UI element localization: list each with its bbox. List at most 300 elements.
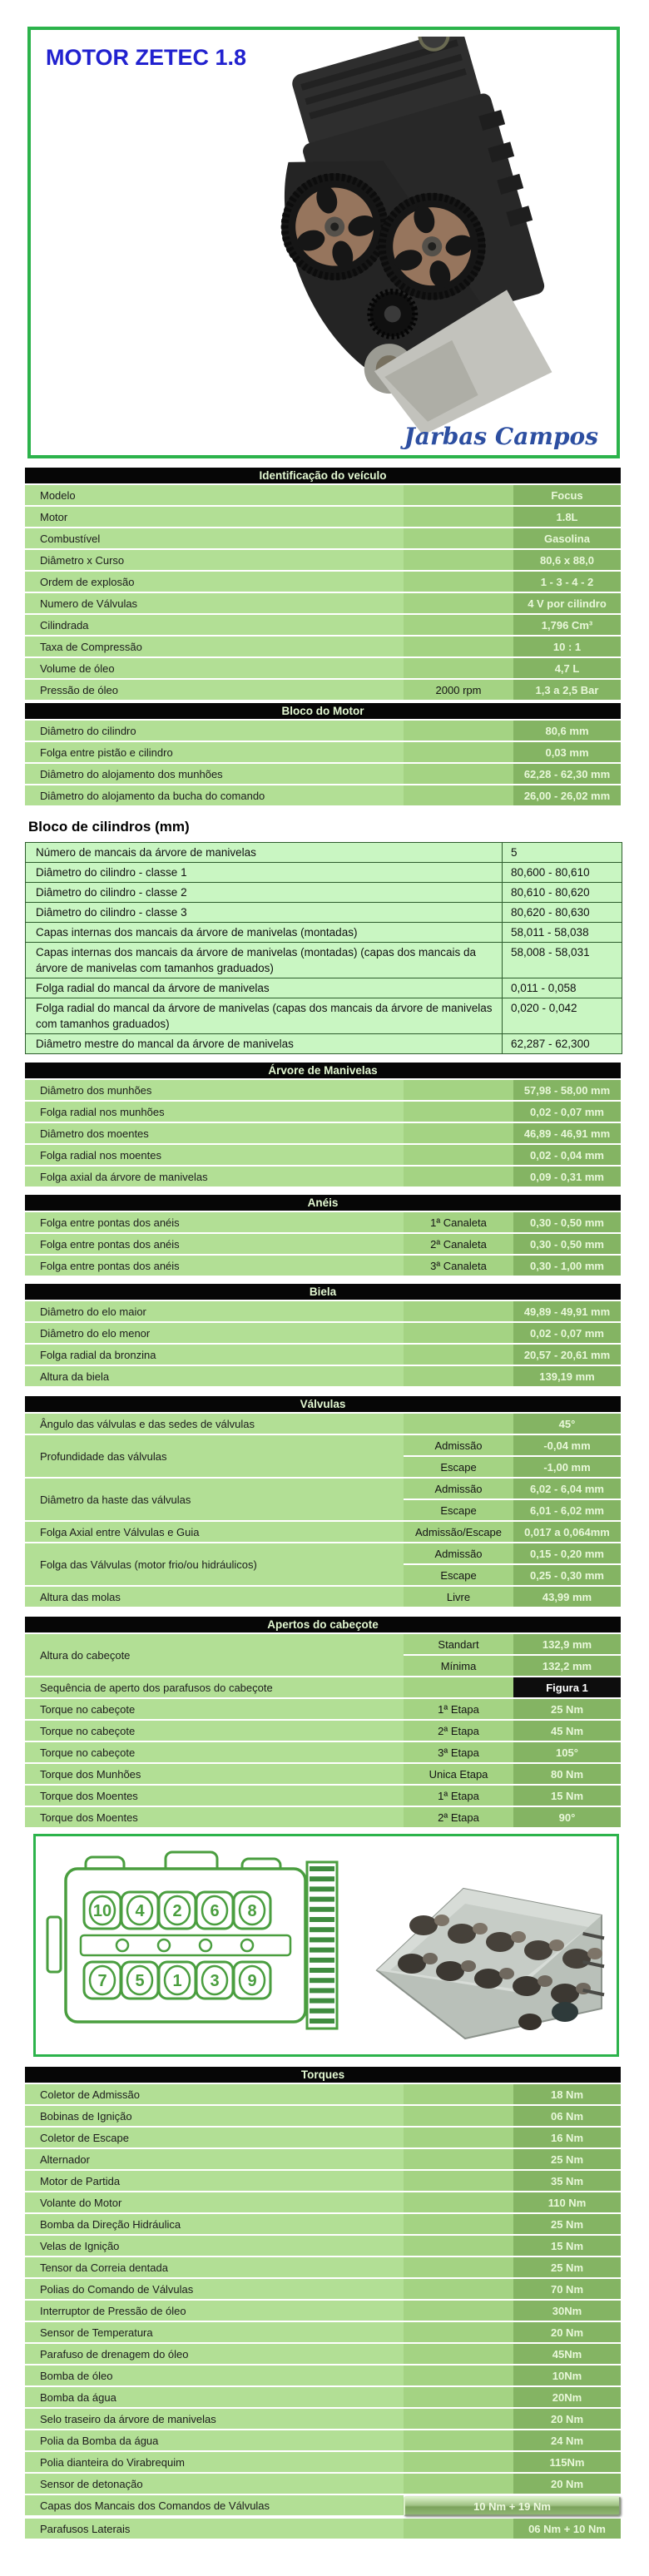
row-value: 0,017 a 0,064mm bbox=[524, 1525, 610, 1538]
row-condition-cell bbox=[404, 1500, 513, 1520]
table-row bbox=[25, 2149, 621, 2169]
row-value: 49,89 - 49,91 mm bbox=[523, 1305, 611, 1318]
table-row bbox=[25, 1786, 621, 1806]
table-row bbox=[25, 764, 621, 784]
row-condition-cell bbox=[404, 1256, 513, 1276]
row-label: Capas internas dos mancais da árvore de manivelas (montadas) (capas dos mancais da árvore de manivelas com tamanhos graduados) bbox=[36, 946, 477, 974]
row-condition-cell bbox=[404, 2474, 513, 2494]
row-value: 10Nm bbox=[552, 2369, 582, 2382]
row-label-cell bbox=[25, 2409, 404, 2429]
table-row bbox=[25, 1123, 621, 1143]
table-row bbox=[25, 742, 621, 762]
table-row bbox=[25, 2387, 621, 2407]
row-label-cell bbox=[25, 1080, 404, 1100]
camshaft-lobe bbox=[448, 1924, 476, 1944]
camshaft-journal bbox=[473, 1923, 488, 1934]
row-condition: 2000 rpm bbox=[435, 683, 482, 696]
row-label-cell bbox=[26, 883, 503, 902]
row-value: 45 Nm bbox=[550, 1724, 584, 1737]
row-label-cell bbox=[26, 923, 503, 942]
row-value: 132,2 mm bbox=[542, 1659, 592, 1672]
row-condition-cell bbox=[404, 1145, 513, 1165]
row-label-cell bbox=[25, 1742, 404, 1762]
table-header-valvulas bbox=[25, 1396, 621, 1412]
row-condition-cell bbox=[404, 2344, 513, 2364]
row-value-cell bbox=[513, 2192, 621, 2212]
row-condition-cell bbox=[404, 2214, 513, 2234]
engine-photo-illustration bbox=[213, 37, 571, 448]
row-label-cell bbox=[25, 1167, 404, 1186]
bolt-number: 7 bbox=[97, 1972, 107, 1990]
row-value: 5 bbox=[511, 846, 518, 859]
belt-tooth bbox=[310, 1886, 334, 1891]
row-condition-cell bbox=[404, 1634, 513, 1654]
bolt-number: 10 bbox=[92, 1902, 112, 1920]
row-label-cell bbox=[26, 1034, 503, 1053]
row-value-cell bbox=[513, 2452, 621, 2472]
row-label-cell bbox=[25, 1123, 404, 1143]
row-value: 26,00 - 26,02 mm bbox=[523, 789, 611, 802]
row-value: 1.8L bbox=[556, 510, 578, 523]
row-value-cell bbox=[513, 2409, 621, 2429]
camshaft-journal-2 bbox=[423, 1953, 438, 1964]
row-condition-cell bbox=[404, 1102, 513, 1122]
table-row bbox=[25, 1234, 621, 1254]
row-value-cell bbox=[513, 1565, 621, 1585]
row-value: 0,25 - 0,30 mm bbox=[530, 1568, 604, 1582]
row-value-cell bbox=[513, 572, 621, 592]
row-value-cell bbox=[513, 2214, 621, 2234]
table-row bbox=[25, 1807, 621, 1827]
row-value-cell bbox=[513, 615, 621, 635]
row-value: 110 Nm bbox=[547, 2196, 587, 2209]
table-biela bbox=[25, 1284, 621, 1386]
row-value-cell bbox=[513, 528, 621, 548]
row-label-cell bbox=[26, 843, 503, 862]
row-label-cell bbox=[25, 1414, 404, 1434]
row-value: 45Nm bbox=[552, 2347, 582, 2361]
row-label: Torque dos Moentes bbox=[40, 1789, 138, 1802]
belt-tooth bbox=[310, 1968, 334, 1973]
row-value: 58,011 - 58,038 bbox=[511, 926, 589, 939]
table-row bbox=[26, 863, 622, 883]
row-label: Pressão de óleo bbox=[40, 683, 118, 696]
row-label-cell bbox=[25, 658, 404, 678]
row-value: 90° bbox=[558, 1811, 576, 1824]
row-condition-cell bbox=[404, 593, 513, 613]
row-value-cell bbox=[513, 1479, 621, 1499]
row-value-cell bbox=[513, 507, 621, 527]
table-row bbox=[25, 2192, 621, 2212]
sub-row bbox=[404, 1479, 621, 1499]
row-condition-cell bbox=[404, 1167, 513, 1186]
row-value-cell bbox=[503, 863, 622, 882]
table-torques bbox=[25, 2067, 621, 2539]
row-label: Sensor de detonação bbox=[40, 2477, 143, 2490]
row-value: 20,57 - 20,61 mm bbox=[523, 1348, 611, 1361]
table-row bbox=[25, 1699, 621, 1719]
row-condition-cell bbox=[404, 2365, 513, 2385]
row-label-cell bbox=[25, 1102, 404, 1122]
belt-tooth bbox=[310, 1927, 334, 1932]
table-row bbox=[26, 978, 622, 998]
row-label: Numero de Válvulas bbox=[40, 597, 138, 610]
row-value-cell bbox=[513, 2474, 621, 2494]
row-value: 80,6 mm bbox=[545, 724, 589, 737]
row-label: Bomba de óleo bbox=[40, 2369, 113, 2382]
row-value-cell bbox=[513, 2365, 621, 2385]
row-condition-cell bbox=[404, 1807, 513, 1827]
bolt-number: 6 bbox=[210, 1902, 220, 1920]
table-header-title: Válvulas bbox=[300, 1398, 346, 1410]
row-value: 62,287 - 62,300 bbox=[511, 1038, 590, 1050]
row-label-cell bbox=[25, 2452, 404, 2472]
row-condition-cell bbox=[404, 2192, 513, 2212]
row-condition-cell bbox=[404, 658, 513, 678]
page-title: MOTOR ZETEC 1.8 bbox=[46, 45, 247, 70]
row-condition-cell bbox=[404, 2257, 513, 2277]
row-value-cell bbox=[513, 637, 621, 656]
row-value: 45° bbox=[558, 1417, 576, 1430]
row-condition-cell bbox=[404, 1699, 513, 1719]
row-value-cell bbox=[513, 2519, 621, 2539]
belt-tooth bbox=[310, 1958, 334, 1963]
row-value: 6,01 - 6,02 mm bbox=[530, 1503, 604, 1517]
row-label-cell bbox=[25, 2344, 404, 2364]
row-label-cell bbox=[25, 1764, 404, 1784]
row-label-cell bbox=[25, 2084, 404, 2104]
table-row bbox=[26, 843, 622, 863]
camshaft-journal-2 bbox=[538, 1975, 552, 1987]
row-condition-cell bbox=[404, 2128, 513, 2147]
row-value: 57,98 - 58,00 mm bbox=[523, 1083, 611, 1097]
table-row bbox=[25, 2128, 621, 2147]
row-label: Folga radial do mancal da árvore de manivelas (capas dos mancais da árvore de manivelas com tamanhos graduados) bbox=[36, 1002, 493, 1030]
row-label: Folga axial da árvore de manivelas bbox=[40, 1170, 208, 1183]
row-label: Bomba da Direção Hidráulica bbox=[40, 2217, 181, 2231]
row-condition-cell bbox=[404, 2322, 513, 2342]
table-row bbox=[25, 1102, 621, 1122]
row-condition-cell bbox=[404, 1234, 513, 1254]
row-value: 62,28 - 62,30 mm bbox=[523, 767, 611, 780]
row-label-cell bbox=[25, 2387, 404, 2407]
row-condition: Admissão bbox=[434, 1482, 483, 1495]
row-value: 20 Nm bbox=[550, 2477, 584, 2490]
row-label-cell bbox=[25, 2106, 404, 2126]
row-label-cell bbox=[25, 2365, 404, 2385]
row-label: Diâmetro mestre do mancal da árvore de manivelas bbox=[36, 1038, 294, 1050]
row-label-cell bbox=[25, 615, 404, 635]
table-row bbox=[25, 1721, 621, 1741]
row-label-cell bbox=[25, 1145, 404, 1165]
row-label-cell bbox=[25, 2257, 404, 2277]
row-label-cell bbox=[25, 2149, 404, 2169]
row-value-cell bbox=[513, 680, 621, 700]
row-label: Folga entre pontas dos anéis bbox=[40, 1216, 180, 1229]
row-label-cell bbox=[25, 2128, 404, 2147]
row-condition: 3ª Etapa bbox=[438, 1746, 479, 1759]
row-label: Diâmetro do elo maior bbox=[40, 1305, 146, 1318]
row-value-cell bbox=[513, 1435, 621, 1455]
row-condition: Unica Etapa bbox=[429, 1767, 488, 1781]
row-value-cell bbox=[513, 2279, 621, 2299]
row-label: Diâmetro x Curso bbox=[40, 553, 125, 567]
row-label-cell bbox=[25, 2430, 404, 2450]
row-label-cell bbox=[25, 1634, 404, 1676]
row-value-cell bbox=[513, 2322, 621, 2342]
table-row bbox=[25, 2106, 621, 2126]
bolt-sequence-diagram bbox=[42, 1842, 360, 2048]
row-value-cell bbox=[513, 1301, 621, 1321]
row-label-cell bbox=[25, 593, 404, 613]
table-row bbox=[25, 2344, 621, 2364]
row-label-cell bbox=[25, 485, 404, 505]
row-label: Selo traseiro da árvore de manivelas bbox=[40, 2412, 216, 2425]
table-row bbox=[25, 2430, 621, 2450]
row-condition-cell bbox=[404, 1656, 513, 1676]
row-value-cell bbox=[503, 923, 622, 942]
row-label-cell bbox=[25, 1522, 404, 1542]
row-condition-cell bbox=[404, 742, 513, 762]
row-condition-cell bbox=[404, 2171, 513, 2191]
row-label: Torque no cabeçote bbox=[40, 1702, 136, 1716]
table-apertos-do-cabecote bbox=[25, 1617, 621, 1827]
row-value-cell bbox=[503, 978, 622, 998]
row-value: 1,3 a 2,5 Bar bbox=[535, 683, 599, 696]
row-value: 25 Nm bbox=[550, 2152, 584, 2166]
row-label: Diâmetro do elo menor bbox=[40, 1326, 151, 1340]
camshaft-journal-2 bbox=[461, 1960, 476, 1972]
row-condition-cell bbox=[404, 2301, 513, 2321]
belt-tooth bbox=[310, 1978, 334, 1983]
camshaft-journal bbox=[587, 1948, 602, 1959]
table-row bbox=[26, 943, 622, 978]
row-condition: 2ª Etapa bbox=[438, 1811, 479, 1824]
row-value: -0,04 mm bbox=[543, 1439, 591, 1452]
row-value: -1,00 mm bbox=[543, 1460, 591, 1474]
row-label-cell bbox=[25, 2474, 404, 2494]
row-value: 80,620 - 80,630 bbox=[511, 906, 590, 919]
row-value: 15 Nm bbox=[550, 2239, 584, 2252]
table-row bbox=[25, 1167, 621, 1186]
bolt-number: 9 bbox=[247, 1972, 257, 1990]
row-value: 18 Nm bbox=[550, 2088, 584, 2101]
row-value: 0,30 - 1,00 mm bbox=[530, 1259, 604, 1272]
row-condition: Admissão bbox=[434, 1547, 483, 1560]
belt-tooth bbox=[310, 1988, 334, 1993]
table-row bbox=[25, 1301, 621, 1321]
table-header-title: Apertos do cabeçote bbox=[267, 1618, 379, 1631]
bolt-number: 1 bbox=[172, 1972, 182, 1990]
bolt-number: 8 bbox=[247, 1902, 257, 1920]
sub-row bbox=[404, 1435, 621, 1455]
table-header-aneis bbox=[25, 1195, 621, 1211]
row-value: 20 Nm bbox=[550, 2326, 584, 2339]
row-value-cell bbox=[513, 1764, 621, 1784]
camshaft-lobe-2 bbox=[436, 1961, 464, 1981]
table-row bbox=[25, 658, 621, 678]
row-value-cell bbox=[513, 742, 621, 762]
belt-tooth bbox=[310, 1917, 334, 1922]
row-condition-cell bbox=[404, 485, 513, 505]
row-label: Velas de Ignição bbox=[40, 2239, 120, 2252]
table-row bbox=[26, 883, 622, 903]
table-row bbox=[25, 572, 621, 592]
row-sub-column bbox=[404, 1435, 621, 1477]
row-value-cell bbox=[513, 1677, 621, 1697]
belt-tooth bbox=[310, 1907, 334, 1912]
row-value: 58,008 - 58,031 bbox=[511, 946, 590, 959]
table-row bbox=[26, 1034, 622, 1053]
row-label-cell bbox=[25, 1807, 404, 1827]
row-value: 4 V por cilindro bbox=[528, 597, 607, 610]
row-value: Figura 1 bbox=[546, 1681, 588, 1694]
row-label: Bomba da água bbox=[40, 2390, 116, 2404]
row-label-cell bbox=[25, 1212, 404, 1232]
row-value-cell bbox=[503, 883, 622, 902]
table-header-title: Torques bbox=[300, 2068, 345, 2081]
row-label-cell bbox=[25, 572, 404, 592]
row-label: Parafuso de drenagem do óleo bbox=[40, 2347, 189, 2361]
row-label: Diâmetro do alojamento dos munhões bbox=[40, 767, 223, 780]
row-label: Altura da biela bbox=[40, 1370, 110, 1383]
row-label: Parafusos Laterais bbox=[40, 2522, 131, 2535]
row-label: Folga radial nos munhões bbox=[40, 1105, 165, 1118]
row-label: Modelo bbox=[40, 488, 76, 502]
row-label-cell bbox=[25, 721, 404, 741]
section-heading-bloco-de-cilindros-mm: Bloco de cilindros (mm) bbox=[28, 819, 190, 835]
row-label: Diâmetro do cilindro - classe 2 bbox=[36, 886, 187, 899]
row-value: 4,7 L bbox=[554, 661, 580, 675]
table-header-title: Biela bbox=[309, 1286, 337, 1298]
row-value-cell bbox=[513, 1234, 621, 1254]
author-signature: Jarbas Campos bbox=[404, 423, 598, 450]
row-value-cell bbox=[513, 2257, 621, 2277]
row-label: Torque no cabeçote bbox=[40, 1746, 136, 1759]
row-condition-cell bbox=[404, 1345, 513, 1365]
table-row bbox=[25, 1764, 621, 1784]
row-condition: 1ª Canaleta bbox=[430, 1216, 487, 1229]
row-condition: 3ª Canaleta bbox=[430, 1259, 487, 1272]
table-row bbox=[25, 507, 621, 527]
row-label-cell bbox=[26, 943, 503, 978]
row-condition-cell bbox=[404, 1435, 513, 1455]
belt-tooth bbox=[310, 1999, 334, 2004]
row-label-cell bbox=[25, 1699, 404, 1719]
row-value: Focus bbox=[551, 488, 583, 502]
row-label: Coletor de Admissão bbox=[40, 2088, 140, 2101]
row-value: 0,020 - 0,042 bbox=[511, 1002, 577, 1014]
row-value: 30Nm bbox=[552, 2304, 582, 2317]
camshaft-lobe-2 bbox=[398, 1954, 426, 1974]
row-value: 0,30 - 0,50 mm bbox=[530, 1237, 604, 1251]
row-value: 0,02 - 0,07 mm bbox=[530, 1326, 604, 1340]
row-label-cell bbox=[25, 1234, 404, 1254]
table-row bbox=[25, 615, 621, 635]
table-header-title: Bloco do Motor bbox=[281, 705, 364, 717]
row-label-cell bbox=[25, 680, 404, 700]
cylinder-block-table bbox=[25, 842, 622, 1054]
row-value-cell bbox=[513, 593, 621, 613]
row-label: Diâmetro do cilindro - classe 1 bbox=[36, 866, 187, 879]
table-row bbox=[25, 2214, 621, 2234]
row-label-cell bbox=[25, 1323, 404, 1343]
row-label-cell bbox=[25, 2171, 404, 2191]
row-value-cell bbox=[513, 1256, 621, 1276]
row-value-cell bbox=[513, 1634, 621, 1654]
row-value: 0,02 - 0,04 mm bbox=[530, 1148, 604, 1162]
row-condition-cell bbox=[404, 2279, 513, 2299]
row-value-cell bbox=[513, 1080, 621, 1100]
row-value-cell bbox=[513, 658, 621, 678]
table-row bbox=[25, 1742, 621, 1762]
table-row bbox=[25, 2409, 621, 2429]
row-condition-cell bbox=[404, 785, 513, 805]
table-row bbox=[25, 2519, 621, 2539]
belt-tooth bbox=[310, 1948, 334, 1953]
row-value-cell bbox=[513, 2084, 621, 2104]
row-value-cell bbox=[513, 550, 621, 570]
table-row bbox=[25, 1634, 621, 1676]
row-condition-cell bbox=[404, 1565, 513, 1585]
row-value-cell bbox=[513, 1457, 621, 1477]
row-sub-column bbox=[404, 1634, 621, 1676]
table-row bbox=[25, 1212, 621, 1232]
camshaft-lobe-2 bbox=[474, 1969, 503, 1989]
row-value: 35 Nm bbox=[550, 2174, 584, 2187]
belt-tooth bbox=[310, 2019, 334, 2024]
row-label-cell bbox=[25, 2192, 404, 2212]
torque-value-button[interactable] bbox=[404, 2496, 621, 2516]
row-value: Gasolina bbox=[544, 532, 590, 545]
row-value-cell bbox=[503, 943, 622, 978]
belt-tooth bbox=[310, 1866, 334, 1871]
row-sub-column bbox=[404, 1479, 621, 1520]
table-row bbox=[25, 2452, 621, 2472]
row-condition-cell bbox=[404, 1123, 513, 1143]
row-condition: Admissão bbox=[434, 1439, 483, 1452]
table-header-apertos-do-cabecote bbox=[25, 1617, 621, 1632]
row-value-cell bbox=[503, 843, 622, 862]
table-row bbox=[25, 721, 621, 741]
table-header-arvore-de-manivelas bbox=[25, 1063, 621, 1078]
table-row bbox=[25, 2171, 621, 2191]
row-label: Volante do Motor bbox=[40, 2196, 122, 2209]
row-label: Combustível bbox=[40, 532, 101, 545]
table-row bbox=[25, 1543, 621, 1585]
row-condition-cell bbox=[404, 1522, 513, 1542]
row-value-cell bbox=[513, 1102, 621, 1122]
table-row bbox=[25, 680, 621, 700]
row-value-cell bbox=[513, 1699, 621, 1719]
row-value: 80,610 - 80,620 bbox=[511, 886, 590, 899]
camshaft-lobe-2 bbox=[513, 1976, 541, 1996]
sub-row bbox=[404, 1565, 621, 1585]
row-condition-cell bbox=[404, 2084, 513, 2104]
row-value: 20 Nm bbox=[550, 2412, 584, 2425]
row-label-cell bbox=[25, 1301, 404, 1321]
sub-row bbox=[404, 1656, 621, 1676]
row-condition-cell bbox=[404, 2387, 513, 2407]
row-condition-cell bbox=[404, 1587, 513, 1607]
table-row bbox=[25, 1256, 621, 1276]
row-label: Ângulo das válvulas e das sedes de válvulas bbox=[40, 1417, 255, 1430]
row-value: 0,30 - 0,50 mm bbox=[530, 1216, 604, 1229]
table-header-identificacao-do-veiculo bbox=[25, 468, 621, 483]
sub-row bbox=[404, 1634, 621, 1654]
table-row bbox=[25, 1479, 621, 1520]
row-label-cell bbox=[25, 2519, 404, 2539]
